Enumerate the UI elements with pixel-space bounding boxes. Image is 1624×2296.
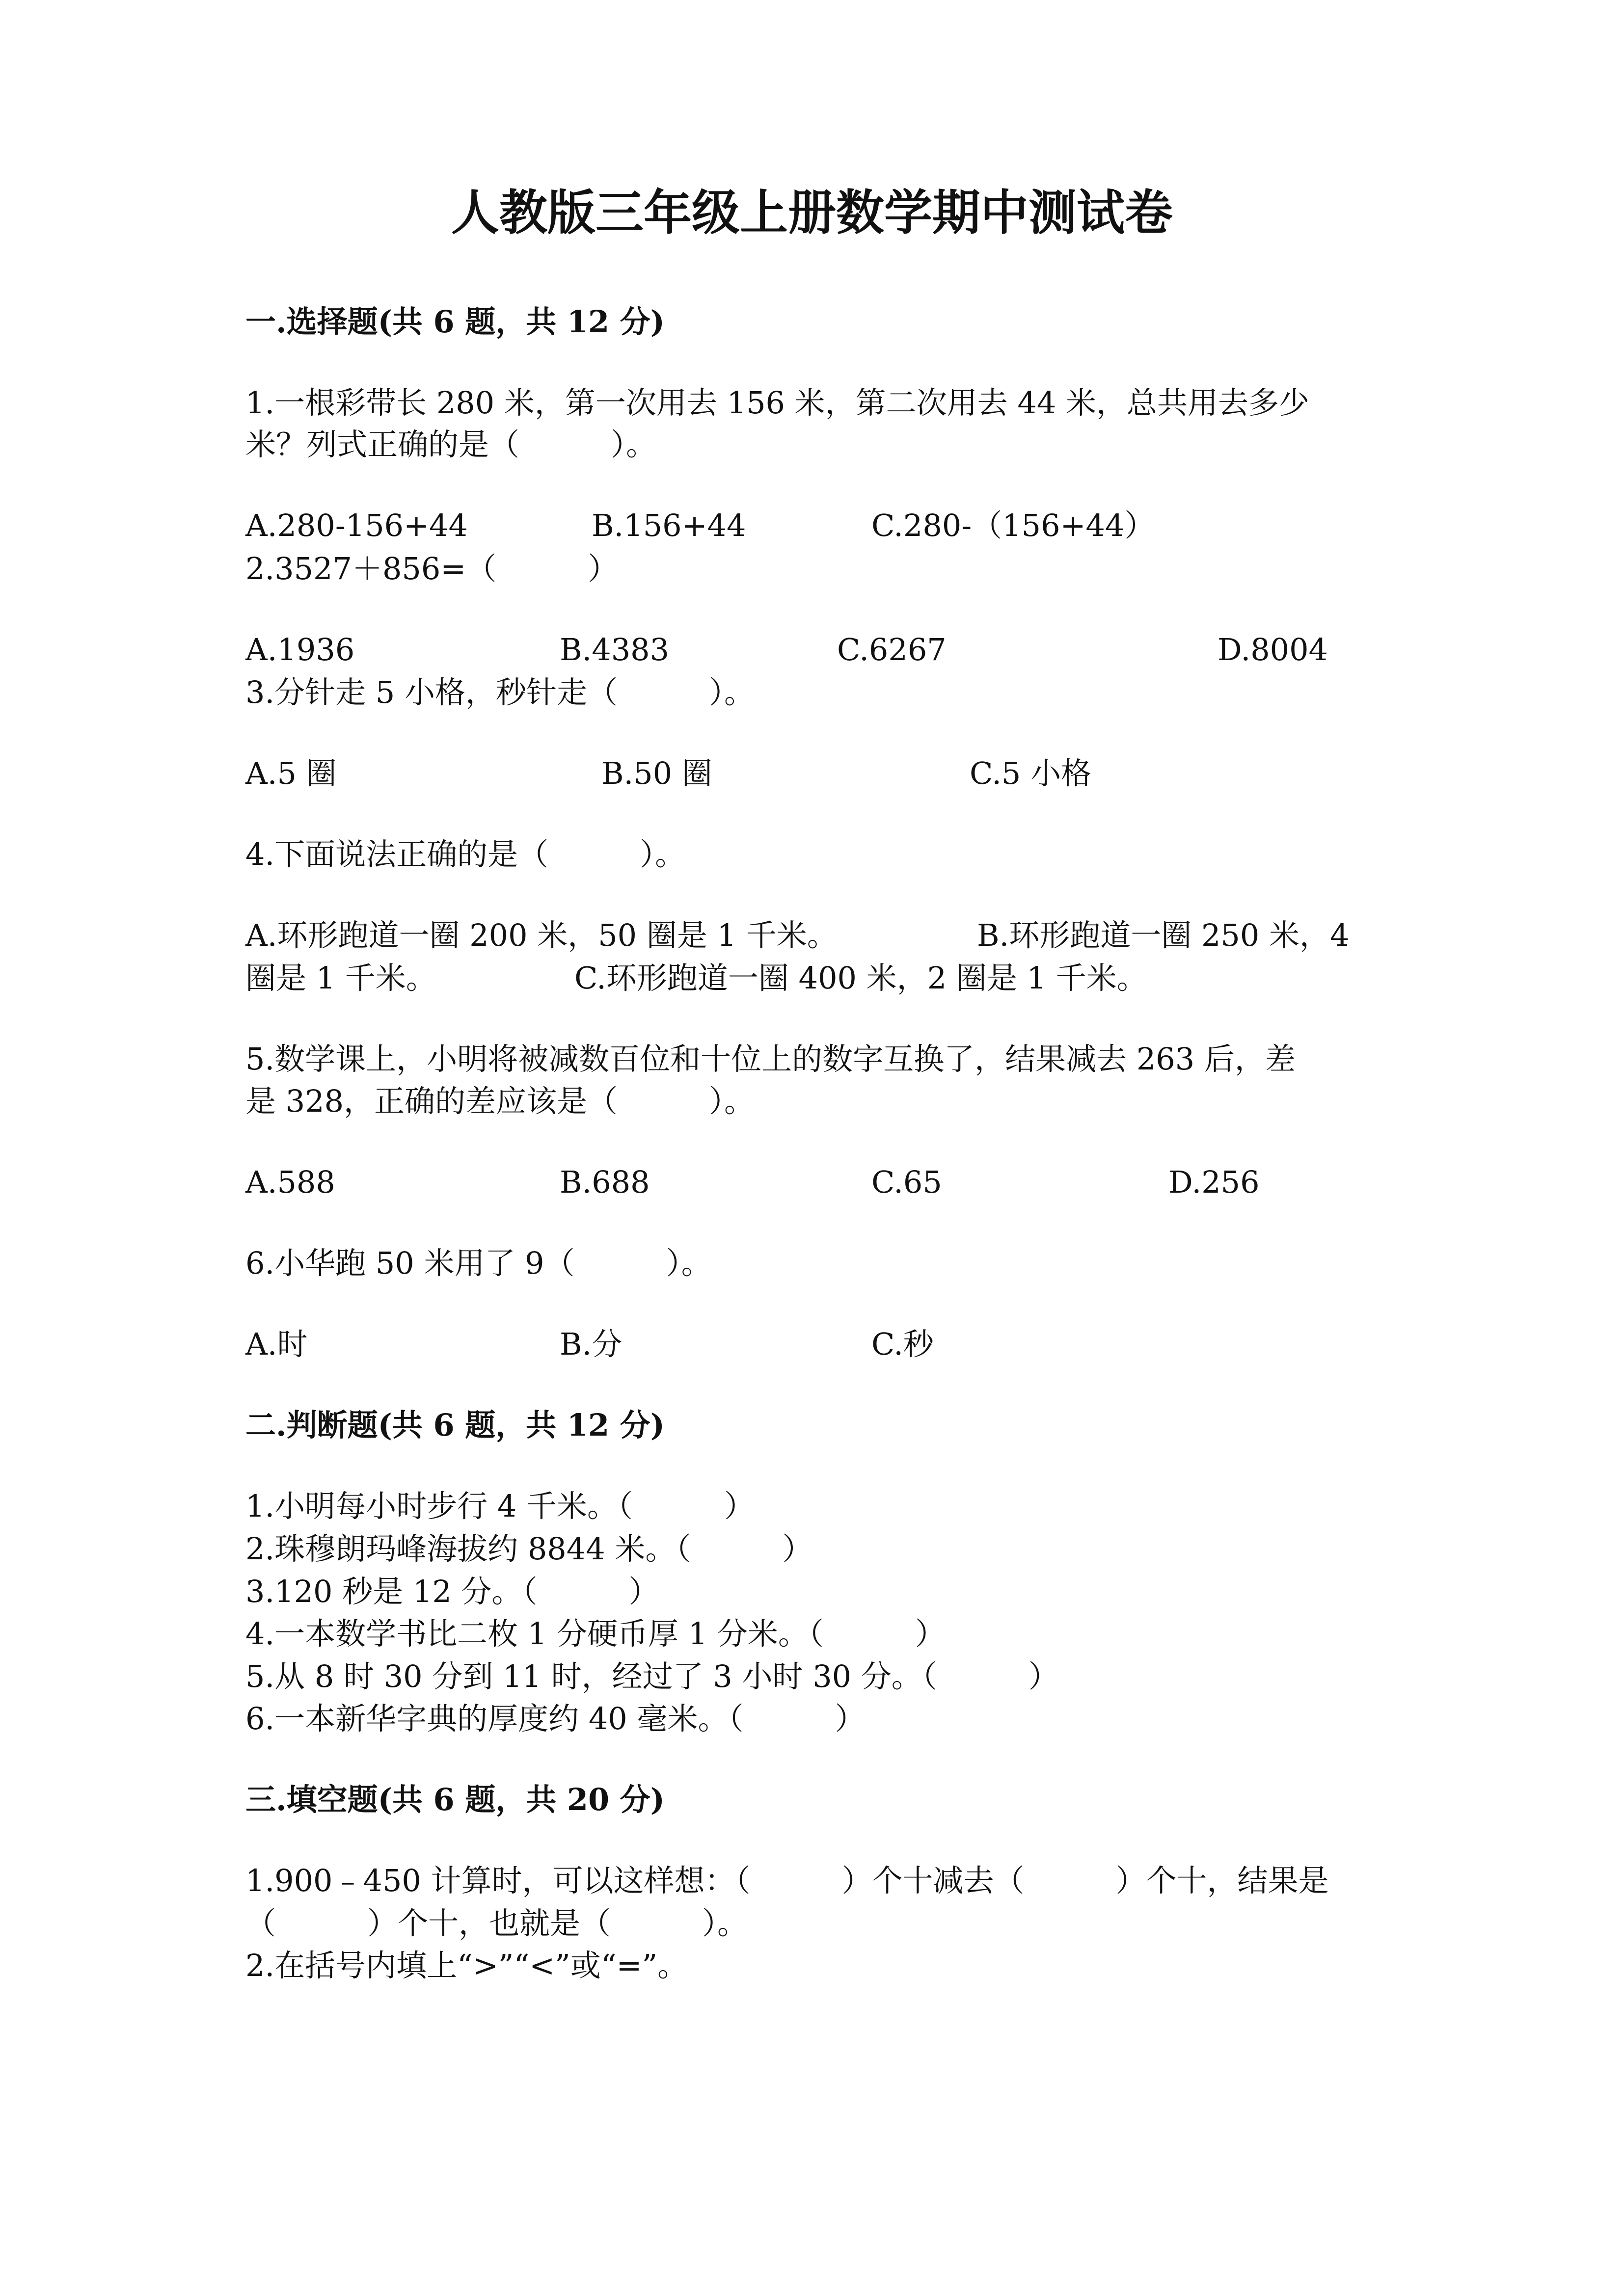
question-6-option-c: C.秒 bbox=[871, 1326, 934, 1362]
judge-item-5: 5.从 8 时 30 分到 11 时，经过了 3 小时 30 分。（ ） bbox=[245, 1658, 1059, 1694]
question-1-option-b: B.156+44 bbox=[592, 507, 746, 543]
question-5-option-c: C.65 bbox=[871, 1164, 942, 1200]
judge-item-4: 4.一本数学书比二枚 1 分硬币厚 1 分米。（ ） bbox=[245, 1616, 946, 1652]
judge-item-6: 6.一本新华字典的厚度约 40 毫米。（ ） bbox=[245, 1701, 866, 1736]
question-1-option-c: C.280-（156+44） bbox=[871, 507, 1155, 543]
question-1-text: 1.一根彩带长 280 米，第一次用去 156 米，第二次用去 44 米，总共用去多少 bbox=[245, 385, 1309, 421]
section-heading-judge: 二.判断题(共 6 题，共 12 分) bbox=[245, 1407, 665, 1443]
judge-item-1: 1.小明每小时步行 4 千米。（ ） bbox=[245, 1488, 755, 1524]
question-2-option-b: B.4383 bbox=[560, 632, 670, 667]
question-6-option-a: A.时 bbox=[245, 1326, 308, 1362]
question-2-option-c: C.6267 bbox=[837, 632, 947, 667]
question-6-text: 6.小华跑 50 米用了 9（ ）。 bbox=[245, 1245, 712, 1281]
question-6-option-b: B.分 bbox=[560, 1326, 623, 1362]
page-title: 人教版三年级上册数学期中测试卷 bbox=[451, 185, 1173, 241]
question-4-option-a: A.环形跑道一圈 200 米，50 圈是 1 千米。 bbox=[245, 917, 838, 953]
question-4-option-b-cont: 圈是 1 千米。 bbox=[245, 960, 436, 996]
question-5-option-d: D.256 bbox=[1168, 1164, 1260, 1200]
question-3-option-b: B.50 圈 bbox=[601, 755, 712, 791]
section-heading-choice: 一.选择题(共 6 题，共 12 分) bbox=[245, 304, 665, 340]
question-2-text: 2.3527＋856=（ ） bbox=[245, 551, 619, 587]
question-2-option-a: A.1936 bbox=[245, 632, 355, 667]
judge-item-2: 2.珠穆朗玛峰海拔约 8844 米。（ ） bbox=[245, 1531, 813, 1567]
question-4-option-c: C.环形跑道一圈 400 米，2 圈是 1 千米。 bbox=[574, 960, 1147, 996]
question-3-option-c: C.5 小格 bbox=[970, 755, 1092, 791]
question-5-text-cont: 是 328，正确的差应该是（ ）。 bbox=[245, 1083, 755, 1119]
question-3-option-a: A.5 圈 bbox=[245, 755, 337, 791]
fill-question-1-text-cont: （ ）个十，也就是（ ）。 bbox=[245, 1905, 748, 1941]
question-1-option-a: A.280-156+44 bbox=[245, 507, 468, 543]
question-5-text: 5.数学课上，小明将被减数百位和十位上的数字互换了，结果减去 263 后，差 bbox=[245, 1041, 1296, 1077]
question-4-text: 4.下面说法正确的是（ ）。 bbox=[245, 836, 686, 872]
fill-question-1-text: 1.900﹣450 计算时，可以这样想：（ ）个十减去（ ）个十，结果是 bbox=[245, 1863, 1329, 1898]
fill-question-2-text: 2.在括号内填上“>”“<”或“=”。 bbox=[245, 1948, 688, 1983]
question-5-option-a: A.588 bbox=[245, 1164, 335, 1200]
judge-item-3: 3.120 秒是 12 分。（ ） bbox=[245, 1574, 659, 1609]
question-4-option-b: B.环形跑道一圈 250 米，4 bbox=[977, 917, 1350, 953]
question-1-text-cont: 米？列式正确的是（ ）。 bbox=[245, 427, 657, 462]
question-2-option-d: D.8004 bbox=[1218, 632, 1328, 667]
question-5-option-b: B.688 bbox=[560, 1164, 650, 1200]
question-3-text: 3.分针走 5 小格，秒针走（ ）。 bbox=[245, 674, 755, 710]
section-heading-fill: 三.填空题(共 6 题，共 20 分) bbox=[245, 1782, 665, 1817]
